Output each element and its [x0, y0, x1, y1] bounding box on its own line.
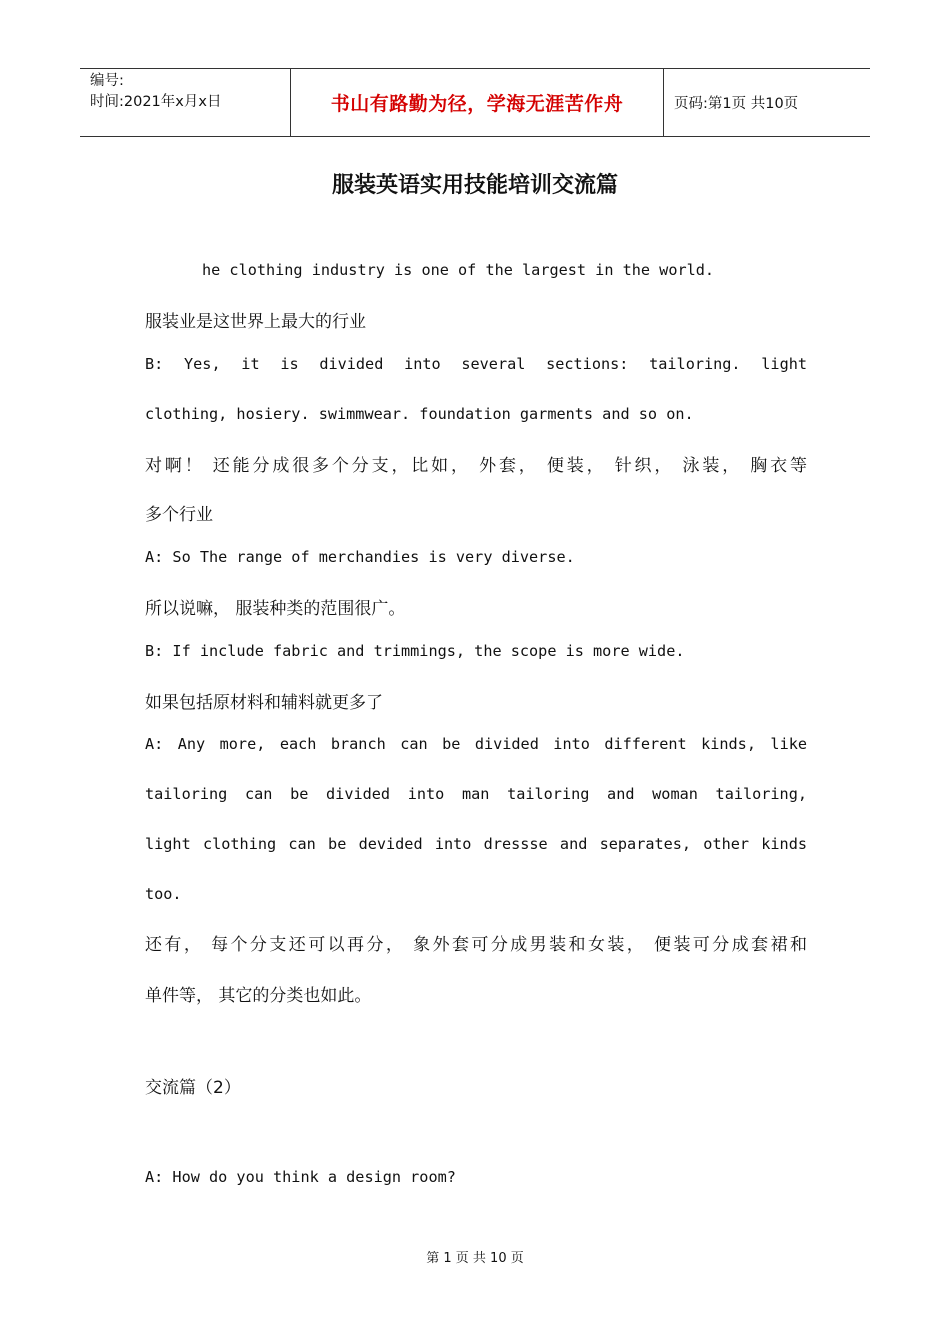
paragraph-line: B: If include fabric and trimmings, the scope is more wide.	[145, 642, 685, 660]
paragraph-line: 所以说嘛， 服装种类的范围很广。	[145, 599, 406, 619]
paragraph-line: 多个行业	[145, 505, 213, 525]
paragraph-line: light clothing can be devided into dressse and separates, other kinds	[145, 835, 807, 853]
paragraph-line: A: So The range of merchandies is very diverse.	[145, 548, 575, 566]
paragraph-line: 如果包括原材料和辅料就更多了	[145, 693, 383, 713]
document-title: 服装英语实用技能培训交流篇	[331, 173, 618, 198]
header-motto: 书山有路勤为径，学海无涯苦作舟	[291, 69, 664, 136]
paragraph-line: he clothing industry is one of the largest in the world.	[202, 261, 715, 279]
header-meta-cell	[80, 69, 291, 136]
page-footer: 第 1 页 共 10 页	[426, 1251, 524, 1266]
paragraph-line: 服装业是这世界上最大的行业	[145, 312, 366, 332]
paragraph-line: tailoring can be divided into man tailoring and woman tailoring,	[145, 785, 807, 803]
document-number-label: 编号:	[90, 73, 124, 89]
paragraph-line: 对啊！ 还能分成很多个分支，比如， 外套， 便装， 针织， 泳装， 胸衣等	[145, 456, 807, 476]
section-heading: 交流篇（2）	[145, 1078, 241, 1098]
paragraph-line: B: Yes, it is divided into several sections: tailoring. light	[145, 355, 807, 373]
paragraph-line: 还有， 每个分支还可以再分， 象外套可分成男装和女装， 便装可分成套裙和	[145, 935, 807, 955]
header-page-info: 页码:第1页 共10页	[674, 96, 799, 112]
document-header	[80, 68, 870, 137]
paragraph-line: too.	[145, 885, 182, 903]
document-date: 时间:2021年x月x日	[90, 94, 222, 110]
paragraph-line: clothing, hosiery. swimmwear. foundation garments and so on.	[145, 405, 694, 423]
paragraph-line: 单件等， 其它的分类也如此。	[145, 986, 372, 1006]
paragraph-line: A: Any more, each branch can be divided into different kinds, like	[145, 735, 807, 753]
paragraph-line: A: How do you think a design room?	[145, 1168, 456, 1186]
